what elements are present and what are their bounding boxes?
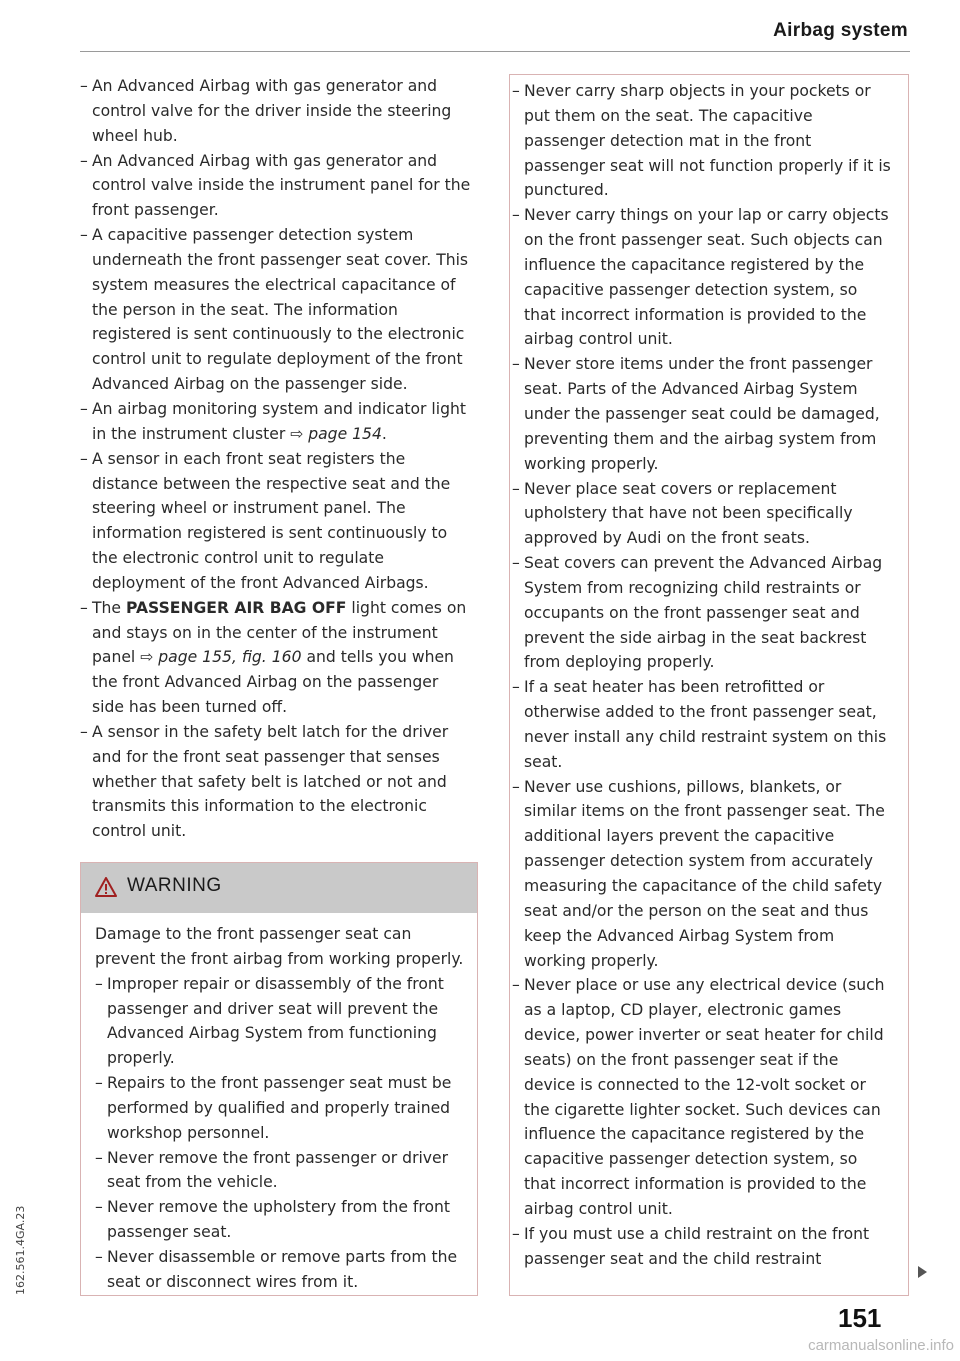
list-item	[80, 596, 472, 720]
list-item: – Never store items under the front passenger seat. Parts of the Advanced Airbag System under the passenger seat could be damaged, preventing them and the airbag system from working properly.	[512, 352, 892, 476]
warning-box	[80, 862, 478, 1296]
warning-triangle-icon	[95, 877, 117, 897]
list-item: – Never place or use any electrical device (such as a laptop, CD player, electronic games device, power inverter or seat heater for child seats) on the front passenger seat if the device is connected to the 12-volt socket or the cigarette lighter socket. Such devices can influence the capacitance registered by the capacitive passenger detection system, so that incorrect information is provided to the airbag control unit.	[512, 973, 892, 1221]
list-item: – A capacitive passenger detection system underneath the front passenger seat cover. This system measures the electrical capacitance of the person in the seat. The information registered is sent continuously to the electronic control unit to regulate deployment of the front Advanced Airbag on the passenger side.	[80, 223, 472, 397]
page-number: 151	[838, 1303, 882, 1333]
warning-continuation-list	[512, 79, 892, 1272]
left-column	[80, 74, 472, 844]
list-item	[80, 397, 472, 447]
warning-body	[81, 913, 477, 1295]
list-item: – Never use cushions, pillows, blankets, or similar items on the front passenger seat. The additional layers prevent the capacitive passenger detection system from accurately measuring the capacitance of the child safety seat and/or the person on the seat and thus keep the Advanced Airbag System from working properly.	[512, 775, 892, 974]
component-list	[80, 74, 472, 844]
warning-header	[81, 863, 477, 913]
list-item: – An Advanced Airbag with gas generator and control valve inside the instrument panel for the front passenger.	[80, 149, 472, 224]
warning-list	[95, 972, 467, 1295]
warning-title: WARNING	[127, 875, 222, 896]
item-text: The	[92, 598, 126, 617]
list-item: – If a seat heater has been retrofitted or otherwise added to the front passenger seat, never install any child restraint system on this seat.	[512, 675, 892, 774]
watermark: carmanualsonline.info	[808, 1337, 954, 1354]
list-item: – Never remove the front passenger or driver seat from the vehicle.	[95, 1146, 467, 1196]
list-item: – A sensor in the safety belt latch for the driver and for the front seat passenger that senses whether that safety belt is latched or not and transmits this information to the electronic control unit.	[80, 720, 472, 844]
page-reference-link[interactable]: ⇨ page 154	[290, 424, 382, 443]
list-item: – Never carry things on your lap or carry objects on the front passenger seat. Such objects can influence the capacitance registered by the capacitive passenger detection system, so that incorrect information is provided to the airbag control unit.	[512, 203, 892, 352]
list-item: – Repairs to the front passenger seat must be performed by qualified and properly trained workshop personnel.	[95, 1071, 467, 1146]
document-code: 162.561.4GA.23	[14, 1205, 27, 1295]
list-item: – Never remove the upholstery from the front passenger seat.	[95, 1195, 467, 1245]
item-text: .	[381, 424, 387, 443]
list-item: – Never carry sharp objects in your pockets or put them on the seat. The capacitive passenger detection mat in the front passenger seat will not function properly if it is punctured.	[512, 79, 892, 203]
warning-intro: Damage to the front passenger seat can prevent the front airbag from working properly.	[95, 925, 464, 968]
list-item: – Seat covers can prevent the Advanced Airbag System from recognizing child restraints or occupants on the front passenger seat and prevent the side airbag in the seat backrest from deploying properly.	[512, 551, 892, 675]
indicator-name: PASSENGER AIR BAG OFF	[125, 598, 347, 617]
page-reference-link[interactable]: ⇨ page 155, fig. 160	[140, 648, 302, 667]
continued-arrow-icon	[918, 1266, 927, 1278]
item-text: An airbag monitoring system and indicator light in the instrument cluster	[92, 399, 466, 443]
list-item: – An Advanced Airbag with gas generator and control valve for the driver inside the steering wheel hub.	[80, 74, 472, 149]
right-column	[512, 79, 892, 1272]
section-title: Airbag system	[773, 20, 908, 41]
item-text: and tells you when the front Advanced Airbag on the passenger side has been turned off.	[92, 648, 454, 717]
list-item: – Never disassemble or remove parts from the seat or disconnect wires from it.	[95, 1245, 467, 1295]
list-item: – Never place seat covers or replacement upholstery that have not been specifically approved by Audi on the front seats.	[512, 477, 892, 552]
list-item: – If you must use a child restraint on the front passenger seat and the child restraint	[512, 1222, 892, 1272]
list-item: – Improper repair or disassembly of the front passenger and driver seat will prevent the Advanced Airbag System from functioning properly.	[95, 972, 467, 1071]
item-text: light comes on and stays on in the center of the instrument panel	[92, 598, 467, 667]
header-rule	[80, 51, 910, 52]
list-item: – A sensor in each front seat registers the distance between the respective seat and the steering wheel or instrument panel. The information registered is sent continuously to the electronic control unit to regulate deployment of the front Advanced Airbags.	[80, 447, 472, 596]
